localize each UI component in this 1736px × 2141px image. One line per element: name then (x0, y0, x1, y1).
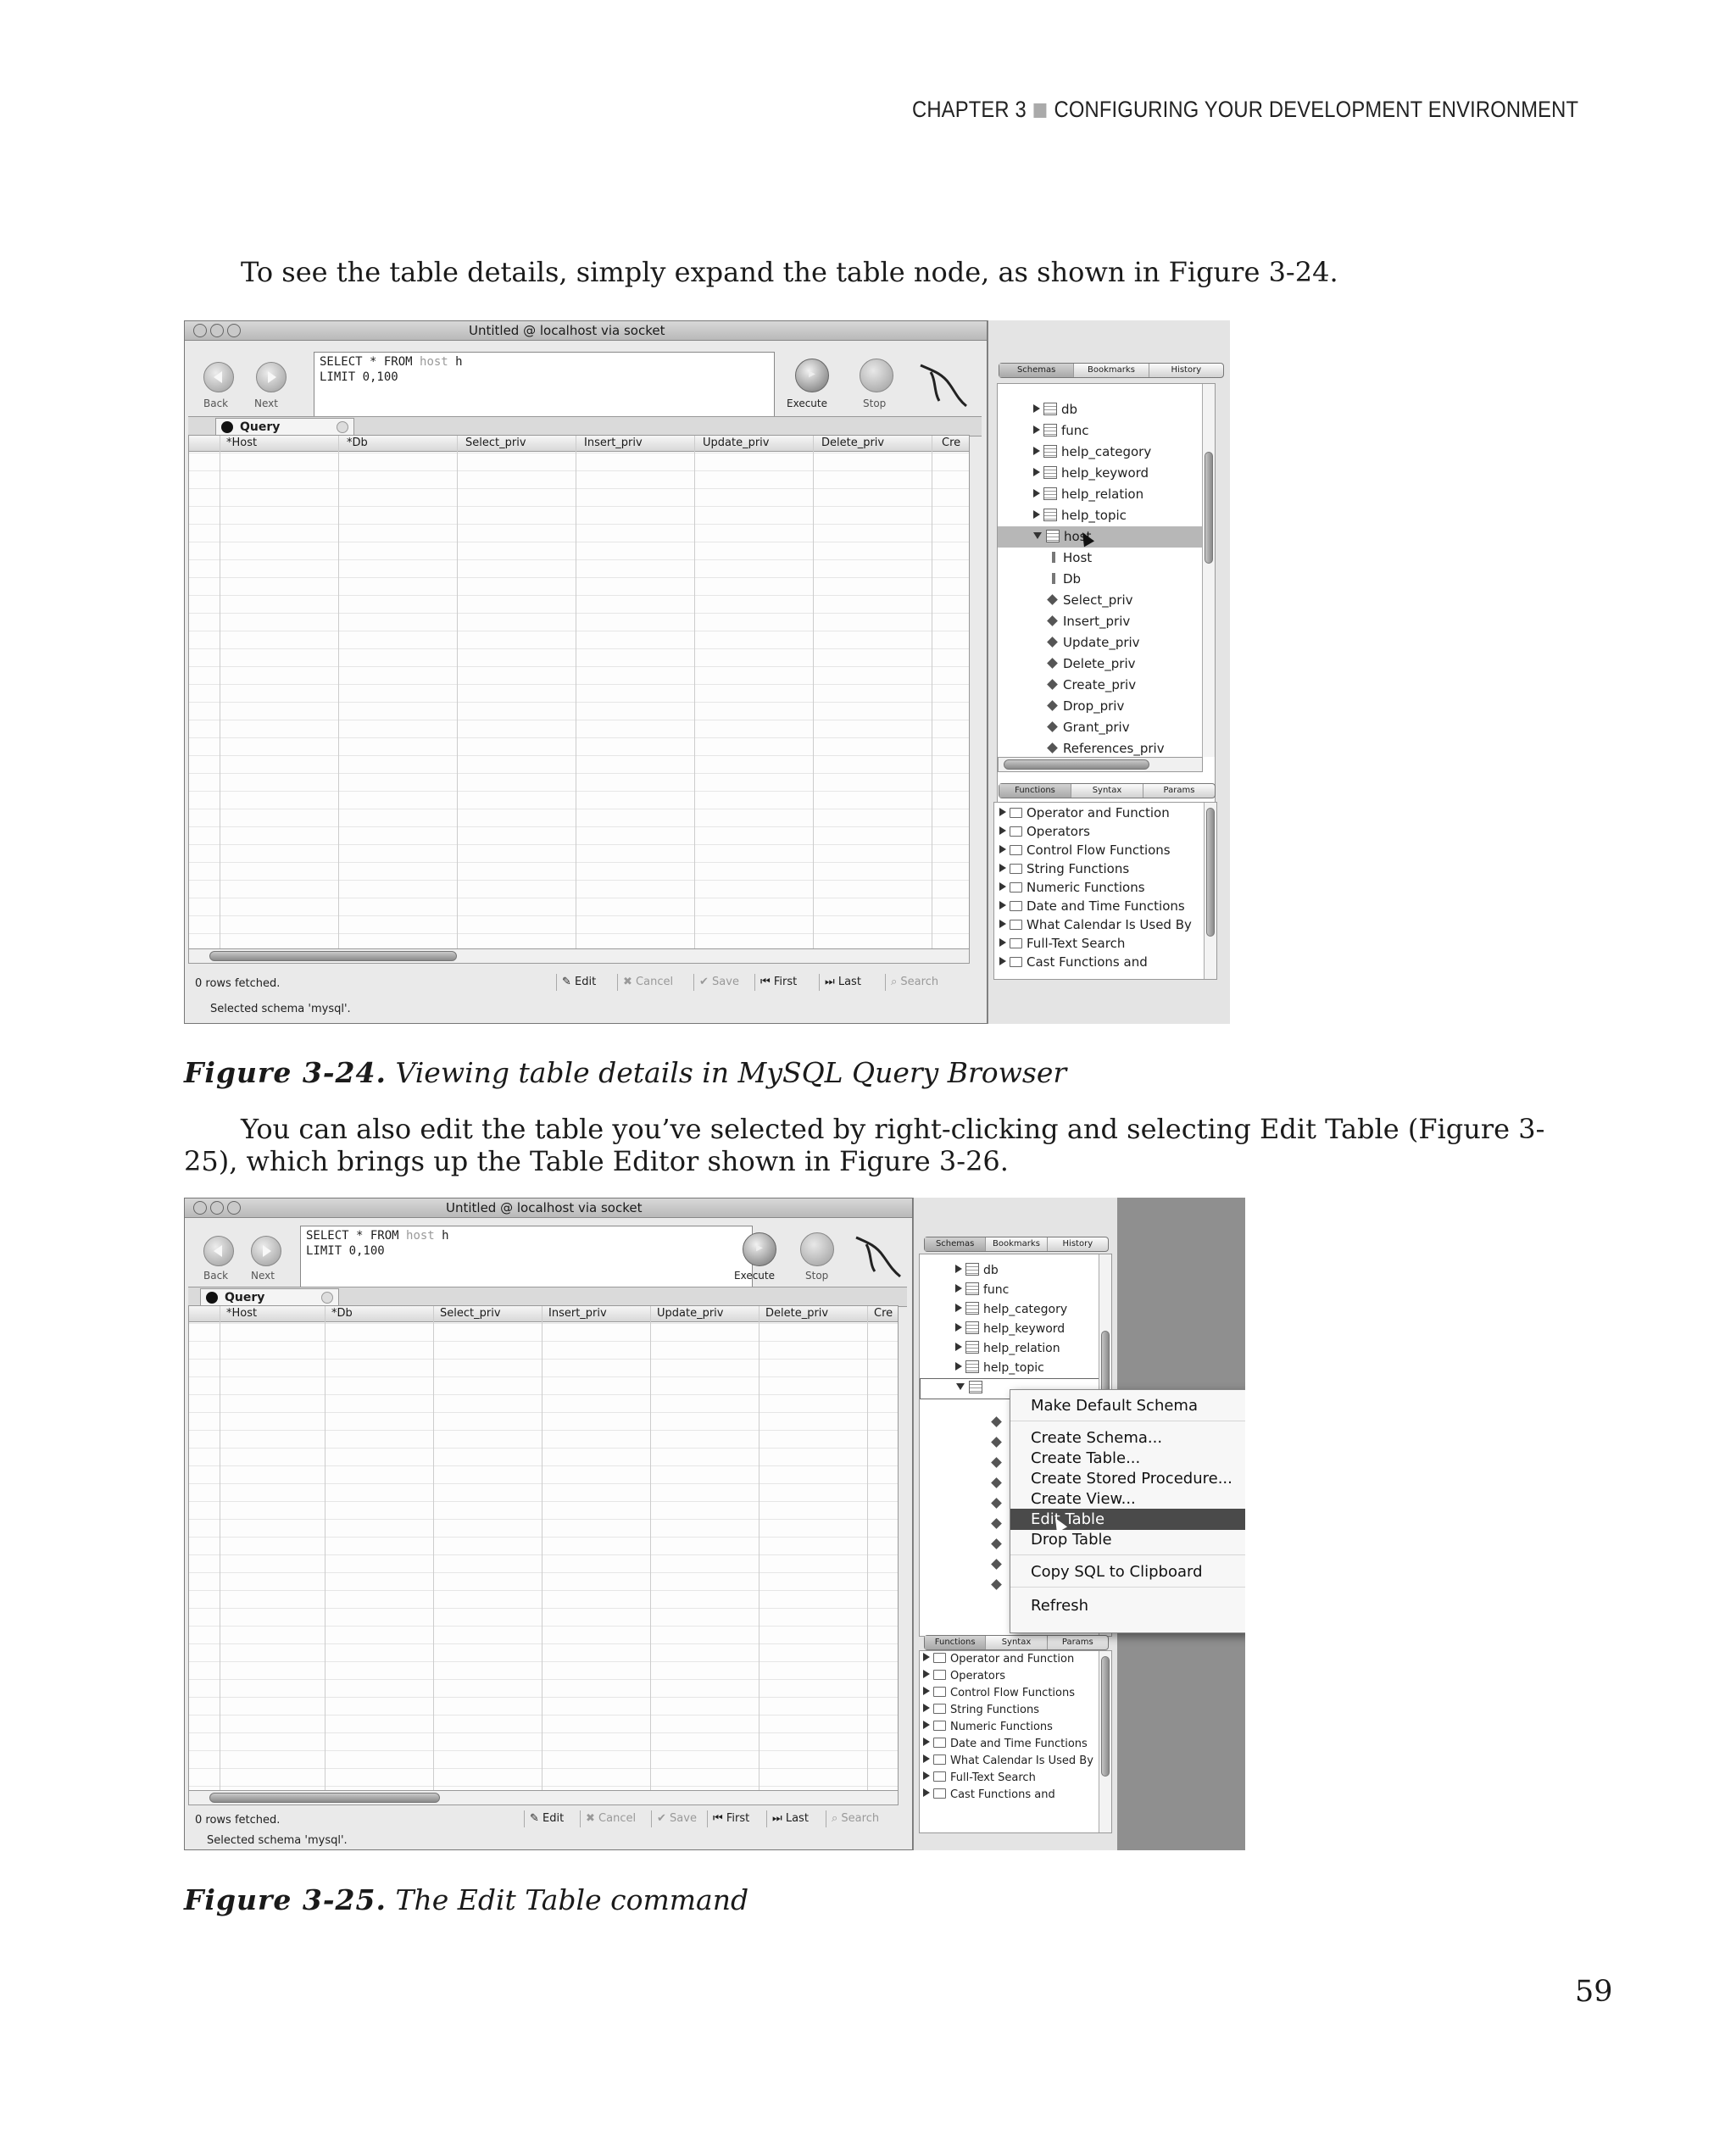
execute-icon: ▶ (756, 1243, 763, 1253)
tree-item-help-topic[interactable]: help_topic (1033, 505, 1127, 526)
figure-3-25-caption: Figure 3-25. The Edit Table command (184, 1883, 749, 1916)
folder-icon (933, 1687, 946, 1697)
column-header-insert-priv[interactable]: Insert_priv (548, 1307, 607, 1320)
page-number: 59 (1575, 1975, 1613, 2009)
minimize-icon[interactable] (210, 1201, 224, 1215)
column-icon (991, 1477, 1002, 1488)
back-label: Back (203, 398, 229, 409)
next-label: Next (254, 398, 278, 409)
expand-icon[interactable] (923, 1755, 930, 1763)
menu-item-drop-table[interactable]: Drop Table (1031, 1531, 1112, 1549)
expand-icon[interactable] (923, 1653, 930, 1661)
table-icon (1043, 424, 1057, 437)
folder-icon (1010, 938, 1022, 948)
result-grid-header (189, 1306, 898, 1322)
function-group-full-text[interactable]: Full-Text Search (923, 1770, 1036, 1787)
tree-item-help-relation[interactable]: help_relation (955, 1339, 1060, 1359)
column-icon (1047, 615, 1058, 626)
tree-column-delete-priv[interactable]: Delete_priv (1049, 653, 1136, 675)
expand-icon[interactable] (923, 1771, 930, 1780)
tree-item-func[interactable]: func (1033, 420, 1089, 442)
menu-item-copy-sql-to-clipboard[interactable]: Copy SQL to Clipboard (1031, 1563, 1203, 1581)
folder-icon (1010, 826, 1022, 837)
tab-params[interactable]: Params (1061, 1638, 1093, 1647)
next-label: Next (251, 1270, 275, 1282)
scroll-thumb[interactable] (1205, 452, 1213, 564)
minimize-icon[interactable] (210, 324, 224, 337)
column-icon (1047, 679, 1058, 690)
close-tab-icon[interactable] (337, 421, 348, 433)
column-icon (991, 1538, 1002, 1549)
expand-icon[interactable] (999, 845, 1006, 854)
stop-button[interactable] (800, 1232, 834, 1266)
function-group-string[interactable]: String Functions (999, 859, 1129, 880)
search-button[interactable]: ⌕ Search (885, 974, 943, 991)
folder-icon (933, 1771, 946, 1782)
expand-icon[interactable] (999, 864, 1006, 872)
tab-bookmarks[interactable]: Bookmarks (986, 1237, 1047, 1251)
table-icon (965, 1321, 979, 1334)
stop-label: Stop (805, 1270, 829, 1282)
column-header-db[interactable]: *Db (331, 1307, 353, 1320)
result-horizontal-scrollbar[interactable] (188, 948, 970, 964)
menu-item-create-table[interactable]: Create Table... (1031, 1449, 1141, 1467)
folder-icon (1010, 845, 1022, 855)
function-group-operator-and-function[interactable]: Operator and Function (923, 1651, 1074, 1668)
column-icon (991, 1559, 1002, 1570)
folder-icon (933, 1788, 946, 1799)
folder-icon (1010, 808, 1022, 818)
table-icon (1043, 509, 1057, 521)
column-icon (1047, 637, 1058, 648)
expand-icon[interactable] (999, 808, 1006, 816)
tree-column-host[interactable]: Host (1049, 548, 1092, 569)
cancel-button[interactable]: ✖ Cancel (617, 974, 678, 991)
expand-icon[interactable] (1033, 510, 1040, 519)
function-group-cast[interactable]: Cast Functions and (999, 952, 1148, 973)
first-button[interactable]: ⏮ First (754, 974, 802, 991)
result-grid-header (189, 436, 969, 452)
search-button[interactable]: ⌕ Search (826, 1810, 884, 1827)
query-browser-window (184, 1198, 913, 1850)
execute-icon: ▶ (809, 370, 815, 379)
tab-syntax[interactable]: Syntax (986, 1636, 1047, 1649)
tree-column-create-priv[interactable]: Create_priv (1049, 675, 1136, 696)
tab-history[interactable]: History (1171, 365, 1202, 375)
tree-item-help-keyword[interactable]: help_keyword (955, 1320, 1065, 1339)
menu-separator (1010, 1554, 1245, 1555)
scroll-thumb[interactable] (209, 1793, 440, 1803)
schema-browser-tabs (924, 1237, 1109, 1252)
running-header (912, 97, 1578, 123)
query-tab-icon (221, 421, 233, 433)
column-header-create-priv[interactable]: Cre (874, 1307, 893, 1320)
save-button[interactable]: ✔ Save (693, 974, 744, 991)
window-title: Untitled @ localhost via socket (469, 323, 665, 338)
function-tree-scrollbar[interactable] (1204, 803, 1216, 979)
expand-icon[interactable] (955, 1362, 962, 1371)
function-group-operator-and-function[interactable]: Operator and Function (999, 803, 1170, 824)
scroll-thumb[interactable] (209, 951, 457, 961)
function-group-string[interactable]: String Functions (923, 1702, 1039, 1719)
tree-item-help-category[interactable]: help_category (1033, 442, 1151, 463)
chapter-title: CONFIGURING YOUR DEVELOPMENT ENVIRONMENT (1054, 97, 1579, 122)
column-header-select-priv[interactable]: Select_priv (440, 1307, 501, 1320)
menu-item-refresh[interactable]: Refresh (1031, 1597, 1088, 1615)
tree-column-db[interactable]: Db (1049, 569, 1081, 590)
menu-separator (1010, 1587, 1245, 1588)
folder-icon (1010, 957, 1022, 967)
table-icon (1043, 487, 1057, 500)
menu-item-edit-table[interactable]: Edit Table (1010, 1509, 1245, 1530)
column-icon (1047, 594, 1058, 605)
tab-syntax[interactable]: Syntax (1071, 784, 1143, 798)
tab-bookmarks[interactable]: Bookmarks (1074, 364, 1149, 377)
tree-column-select-priv[interactable]: Select_priv (1049, 590, 1133, 611)
figure-3-24-caption: Figure 3-24. Viewing table details in MySQL Query Browser (184, 1056, 1067, 1089)
function-group-control-flow[interactable]: Control Flow Functions (999, 840, 1171, 861)
column-icon (991, 1518, 1002, 1529)
query-tab-icon (206, 1292, 218, 1304)
column-header-update-priv[interactable]: Update_priv (703, 437, 770, 449)
tree-item-help-category[interactable]: help_category (955, 1300, 1067, 1320)
column-header-host[interactable]: *Host (226, 437, 258, 449)
folder-icon (933, 1738, 946, 1748)
back-button[interactable] (203, 362, 234, 392)
function-group-numeric[interactable]: Numeric Functions (999, 877, 1145, 898)
collapse-icon[interactable] (956, 1383, 965, 1390)
function-group-date-time[interactable]: Date and Time Functions (999, 896, 1185, 917)
function-group-control-flow[interactable]: Control Flow Functions (923, 1685, 1075, 1702)
window-titlebar (185, 1198, 912, 1218)
rows-fetched-text: 0 rows fetched. (195, 1814, 281, 1827)
expand-icon[interactable] (955, 1284, 962, 1293)
expand-icon[interactable] (923, 1670, 930, 1678)
sql-query-input[interactable]: SELECT * FROM host h LIMIT 0,100 (300, 1226, 753, 1290)
function-group-operators[interactable]: Operators (923, 1668, 1005, 1685)
primary-key-icon (1052, 573, 1055, 584)
folder-icon (1010, 864, 1022, 874)
column-icon (991, 1437, 1002, 1448)
function-group-numeric[interactable]: Numeric Functions (923, 1719, 1053, 1736)
last-button[interactable]: ⏭ Last (819, 974, 866, 991)
expand-icon[interactable] (999, 957, 1006, 965)
zoom-icon[interactable] (227, 1201, 241, 1215)
table-icon (969, 1381, 982, 1393)
schema-browser-tabs (999, 363, 1224, 378)
save-button[interactable]: ✔ Save (651, 1810, 702, 1827)
scroll-thumb[interactable] (1206, 808, 1215, 937)
expand-icon[interactable] (1033, 447, 1040, 455)
folder-icon (933, 1670, 946, 1680)
execute-button[interactable] (743, 1232, 776, 1266)
header-separator (1034, 103, 1047, 118)
table-icon (1046, 530, 1060, 542)
schema-tree[interactable] (997, 383, 1216, 815)
paragraph-2: You can also edit the table you’ve selected by right-clicking and selecting Edit Table (Figure 3-25), which brings up the Table Editor shown in Figure 3-26. (184, 1113, 1545, 1177)
window-titlebar (185, 321, 987, 341)
expand-icon[interactable] (999, 920, 1006, 928)
column-icon (991, 1579, 1002, 1590)
primary-key-icon (1052, 552, 1055, 563)
folder-icon (1010, 920, 1022, 930)
column-icon (1047, 658, 1058, 669)
tab-query[interactable]: Query (200, 1288, 339, 1306)
function-group-calendar[interactable]: What Calendar Is Used By (999, 915, 1192, 936)
expand-icon[interactable] (999, 901, 1006, 909)
expand-icon[interactable] (1033, 425, 1040, 434)
tree-item-host[interactable]: host (998, 526, 1216, 548)
back-label: Back (203, 1270, 229, 1282)
tree-column-insert-priv[interactable]: Insert_priv (1049, 611, 1130, 632)
tree-column-references-priv[interactable]: References_priv (1049, 738, 1165, 759)
function-tree[interactable] (919, 1650, 1112, 1833)
scroll-thumb[interactable] (1004, 759, 1149, 770)
scroll-thumb[interactable] (1101, 1656, 1110, 1777)
figure-3-25-screenshot (184, 1198, 1245, 1850)
menu-item-make-default-schema[interactable]: Make Default Schema (1031, 1397, 1198, 1415)
tab-history[interactable]: History (1062, 1239, 1093, 1248)
expand-icon[interactable] (955, 1304, 962, 1312)
tree-item-func[interactable]: func (955, 1281, 1009, 1300)
tree-item-help-topic[interactable]: help_topic (955, 1359, 1044, 1378)
function-browser-tabs (999, 783, 1216, 798)
column-header-delete-priv[interactable]: Delete_priv (765, 1307, 829, 1320)
function-group-full-text[interactable]: Full-Text Search (999, 933, 1125, 954)
column-icon (1047, 721, 1058, 732)
edit-button[interactable]: ✎ Edit (524, 1810, 569, 1827)
first-button[interactable]: ⏮ First (707, 1810, 754, 1827)
column-header-create-priv[interactable]: Cre (942, 437, 961, 449)
close-icon[interactable] (193, 324, 207, 337)
expand-icon[interactable] (923, 1721, 930, 1729)
tree-column-drop-priv[interactable]: Drop_priv (1049, 696, 1124, 717)
execute-label: Execute (787, 398, 827, 409)
schema-tree-scrollbar[interactable] (1202, 384, 1215, 757)
tab-params[interactable]: Params (1163, 786, 1195, 795)
function-group-calendar[interactable]: What Calendar Is Used By (923, 1753, 1093, 1770)
last-button[interactable]: ⏭ Last (766, 1810, 814, 1827)
mysql-dolphin-logo (914, 355, 973, 414)
function-tree-scrollbar[interactable] (1099, 1651, 1111, 1832)
result-grid[interactable] (188, 1305, 899, 1792)
column-header-update-priv[interactable]: Update_priv (657, 1307, 724, 1320)
function-group-cast[interactable]: Cast Functions and (923, 1787, 1055, 1804)
column-icon (991, 1416, 1002, 1427)
tab-schemas[interactable]: Schemas (925, 1237, 986, 1251)
column-header-insert-priv[interactable]: Insert_priv (584, 437, 643, 449)
column-icon (1047, 700, 1058, 711)
query-tab-bar (188, 1287, 907, 1307)
sql-query-input[interactable]: SELECT * FROM host h LIMIT 0,100 (314, 352, 775, 421)
menu-item-create-schema[interactable]: Create Schema... (1031, 1429, 1163, 1447)
table-icon (965, 1263, 979, 1276)
expand-icon[interactable] (955, 1323, 962, 1332)
close-icon[interactable] (193, 1201, 207, 1215)
expand-icon[interactable] (923, 1687, 930, 1695)
cancel-button[interactable]: ✖ Cancel (580, 1810, 641, 1827)
schema-tree-horizontal-scrollbar[interactable] (998, 757, 1203, 772)
expand-icon[interactable] (955, 1265, 962, 1273)
result-grid[interactable] (188, 435, 970, 950)
rows-fetched-text: 0 rows fetched. (195, 977, 281, 990)
zoom-icon[interactable] (227, 324, 241, 337)
edit-button[interactable]: ✎ Edit (556, 974, 601, 991)
table-icon (1043, 466, 1057, 479)
next-button[interactable] (256, 362, 287, 392)
table-icon (965, 1360, 979, 1373)
stop-button[interactable] (860, 359, 893, 392)
expand-icon[interactable] (923, 1738, 930, 1746)
tab-functions[interactable]: Functions (999, 784, 1071, 798)
status-message: Selected schema 'mysql'. (210, 1003, 351, 1015)
column-icon (991, 1498, 1002, 1509)
function-group-date-time[interactable]: Date and Time Functions (923, 1736, 1088, 1753)
close-tab-icon[interactable] (321, 1292, 333, 1304)
menu-item-create-view[interactable]: Create View... (1031, 1490, 1136, 1508)
function-browser-tabs (924, 1635, 1109, 1650)
table-icon (965, 1302, 979, 1315)
query-browser-window (184, 320, 988, 1024)
column-header-delete-priv[interactable]: Delete_priv (821, 437, 885, 449)
collapse-icon[interactable] (1033, 532, 1042, 539)
tree-item-help-keyword[interactable]: help_keyword (1033, 463, 1149, 484)
tree-column-grant-priv[interactable]: Grant_priv (1049, 717, 1130, 738)
execute-button[interactable] (795, 359, 829, 392)
stop-label: Stop (863, 398, 887, 409)
function-tree[interactable] (993, 802, 1217, 980)
tree-item-db[interactable]: db (1033, 399, 1077, 420)
mysql-dolphin-logo (851, 1229, 905, 1283)
column-icon (1047, 742, 1058, 754)
expand-icon[interactable] (1033, 404, 1040, 413)
folder-icon (933, 1704, 946, 1714)
expand-icon[interactable] (923, 1704, 930, 1712)
figure-3-24-screenshot (184, 320, 1230, 1024)
chapter-label: CHAPTER 3 (912, 97, 1027, 122)
table-icon (1043, 445, 1057, 458)
table-icon (965, 1282, 979, 1295)
folder-icon (933, 1653, 946, 1663)
function-group-operators[interactable]: Operators (999, 821, 1090, 842)
expand-icon[interactable] (923, 1788, 930, 1797)
folder-icon (933, 1721, 946, 1731)
result-horizontal-scrollbar[interactable] (188, 1790, 899, 1805)
expand-icon[interactable] (955, 1343, 962, 1351)
column-header-select-priv[interactable]: Select_priv (465, 437, 526, 449)
expand-icon[interactable] (999, 882, 1006, 891)
context-menu (1010, 1389, 1245, 1633)
expand-icon[interactable] (999, 826, 1006, 835)
execute-label: Execute (734, 1270, 775, 1282)
expand-icon[interactable] (999, 938, 1006, 947)
tree-item-db[interactable]: db (955, 1261, 999, 1281)
back-button[interactable] (203, 1236, 234, 1266)
table-icon (1043, 403, 1057, 415)
window-title: Untitled @ localhost via socket (446, 1200, 643, 1215)
table-icon (965, 1341, 979, 1354)
tab-schemas[interactable]: Schemas (999, 364, 1074, 377)
object-browser-panel (988, 320, 1230, 1024)
status-message: Selected schema 'mysql'. (207, 1834, 348, 1847)
folder-icon (1010, 882, 1022, 893)
next-button[interactable] (251, 1236, 281, 1266)
folder-icon (933, 1755, 946, 1765)
query-tab-bar (188, 416, 982, 437)
tab-functions[interactable]: Functions (925, 1636, 986, 1649)
tree-item-help-relation[interactable]: help_relation (1033, 484, 1143, 505)
tab-query[interactable]: Query (215, 418, 354, 436)
column-header-host[interactable]: *Host (226, 1307, 258, 1320)
expand-icon[interactable] (1033, 489, 1040, 498)
column-icon (991, 1457, 1002, 1468)
tree-column-update-priv[interactable]: Update_priv (1049, 632, 1140, 653)
expand-icon[interactable] (1033, 468, 1040, 476)
column-header-db[interactable]: *Db (347, 437, 368, 449)
paragraph-1: To see the table details, simply expand the table node, as shown in Figure 3-24. (241, 256, 1338, 288)
folder-icon (1010, 901, 1022, 911)
menu-item-create-stored-procedure[interactable]: Create Stored Procedure... (1031, 1470, 1232, 1488)
